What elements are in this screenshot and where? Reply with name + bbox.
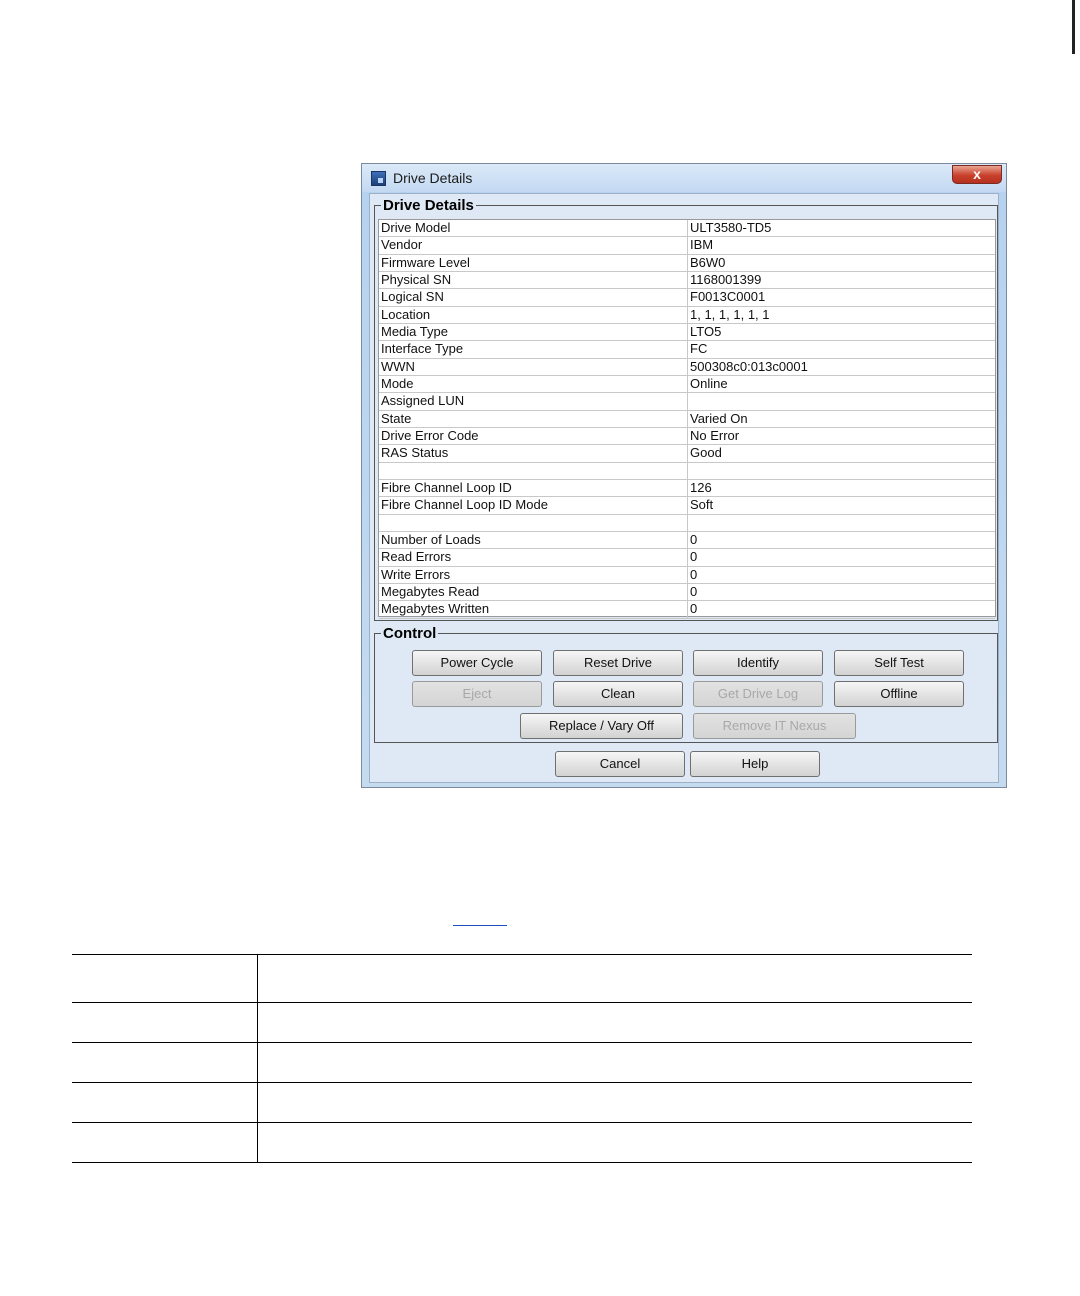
row-value: LTO5 [690, 323, 722, 339]
column-separator [687, 497, 688, 513]
drive-details-dialog [361, 163, 1007, 788]
table-row [379, 237, 995, 254]
table-row [379, 289, 995, 306]
row-value [690, 393, 990, 409]
column-separator [687, 393, 688, 409]
row-value [690, 515, 990, 531]
dialog-body [369, 193, 999, 783]
column-separator [687, 376, 688, 392]
table-row [379, 220, 995, 237]
table-row [379, 341, 995, 358]
row-label: Assigned LUN [381, 393, 465, 409]
column-separator [687, 272, 688, 288]
table-row [379, 393, 995, 410]
document-table [72, 954, 972, 1163]
power-cycle-button[interactable]: Power Cycle [412, 650, 542, 676]
row-value: 126 [690, 479, 712, 495]
row-value: 500308c0:013c0001 [690, 358, 808, 374]
column-separator [687, 237, 688, 253]
table-row [379, 255, 995, 272]
column-separator [687, 255, 688, 271]
column-separator [687, 324, 688, 340]
table-row [379, 463, 995, 480]
drive-details-table [378, 219, 996, 617]
row-value: 0 [690, 583, 698, 599]
row-label: Logical SN [381, 289, 444, 305]
window-title: Drive Details [393, 170, 473, 186]
identify-button[interactable]: Identify [693, 650, 823, 676]
hyperlink-underline[interactable] [453, 925, 507, 926]
column-separator [687, 480, 688, 496]
control-group-title: Control [383, 625, 437, 642]
row-label: Vendor [381, 237, 423, 253]
table-rule [72, 954, 972, 955]
row-value: 0 [690, 549, 698, 565]
column-separator [687, 549, 688, 565]
table-row [379, 359, 995, 376]
row-label: Megabytes Written [381, 601, 490, 617]
drive-details-group [374, 197, 998, 621]
table-row [379, 428, 995, 445]
column-separator [687, 567, 688, 583]
table-row [379, 307, 995, 324]
row-value: F0013C0001 [690, 289, 766, 305]
table-row [379, 445, 995, 462]
row-value: IBM [690, 237, 714, 253]
column-separator [687, 515, 688, 531]
row-value: No Error [690, 427, 740, 443]
row-label: Drive Error Code [381, 427, 479, 443]
row-label [381, 463, 685, 479]
column-separator [687, 307, 688, 323]
row-label: Read Errors [381, 549, 452, 565]
row-label: Interface Type [381, 341, 464, 357]
row-label: Physical SN [381, 271, 452, 287]
row-label: RAS Status [381, 445, 449, 461]
row-value: 0 [690, 566, 698, 582]
row-label: Mode [381, 375, 414, 391]
close-button[interactable] [952, 165, 1002, 184]
row-value: 1, 1, 1, 1, 1, 1 [690, 306, 770, 322]
row-value: 1168001399 [690, 271, 762, 287]
row-label: Location [381, 306, 431, 322]
row-value [690, 463, 990, 479]
drive-details-group-title: Drive Details [383, 197, 474, 214]
column-separator [687, 359, 688, 375]
row-value: Varied On [690, 410, 748, 426]
table-row [379, 515, 995, 532]
column-separator [687, 463, 688, 479]
row-value: FC [690, 341, 708, 357]
column-separator [687, 411, 688, 427]
table-row [379, 549, 995, 566]
table-row [379, 601, 995, 618]
table-row [379, 497, 995, 514]
row-label: Fibre Channel Loop ID Mode [381, 497, 548, 513]
close-icon: x [973, 166, 981, 182]
column-separator [687, 584, 688, 600]
get-drive-log-button[interactable]: Get Drive Log [693, 681, 823, 707]
column-separator [687, 532, 688, 548]
row-label: Write Errors [381, 566, 451, 582]
row-value: 0 [690, 531, 698, 547]
app-icon [371, 171, 386, 186]
table-rule [72, 1082, 972, 1083]
table-rule [72, 1122, 972, 1123]
row-label: Firmware Level [381, 254, 470, 270]
row-label: Drive Model [381, 220, 451, 235]
table-rule [72, 1002, 972, 1003]
table-column-divider [257, 954, 258, 1163]
table-row [379, 411, 995, 428]
table-rule [72, 1042, 972, 1043]
page-edge-rule [1072, 0, 1075, 54]
row-label [381, 515, 685, 531]
column-separator [687, 601, 688, 617]
row-value: Soft [690, 497, 714, 513]
reset-drive-button[interactable]: Reset Drive [553, 650, 683, 676]
table-row [379, 532, 995, 549]
column-separator [687, 428, 688, 444]
column-separator [687, 220, 688, 236]
column-separator [687, 341, 688, 357]
column-separator [687, 445, 688, 461]
remove-it-nexus-button[interactable]: Remove IT Nexus [693, 713, 856, 739]
table-row [379, 567, 995, 584]
replace-vary-off-button[interactable]: Replace / Vary Off [520, 713, 683, 739]
offline-button[interactable]: Offline [834, 681, 964, 707]
row-value: Online [690, 375, 728, 391]
row-value: Good [690, 445, 722, 461]
eject-button[interactable]: Eject [412, 681, 542, 707]
row-value: ULT3580-TD5 [690, 220, 772, 235]
help-button[interactable]: Help [690, 751, 820, 777]
cancel-button[interactable]: Cancel [555, 751, 685, 777]
row-label: Number of Loads [381, 531, 481, 547]
control-group [374, 625, 998, 743]
row-label: Media Type [381, 323, 448, 339]
title-bar[interactable] [362, 164, 1006, 192]
row-label: Megabytes Read [381, 583, 480, 599]
row-label: Fibre Channel Loop ID [381, 479, 512, 495]
table-row [379, 272, 995, 289]
table-row [379, 584, 995, 601]
row-value: 0 [690, 601, 698, 617]
table-row [379, 376, 995, 393]
row-label: State [381, 410, 412, 426]
row-label: WWN [381, 358, 415, 374]
self-test-button[interactable]: Self Test [834, 650, 964, 676]
clean-button[interactable]: Clean [553, 681, 683, 707]
row-value: B6W0 [690, 254, 726, 270]
table-row [379, 324, 995, 341]
table-row [379, 480, 995, 497]
column-separator [687, 289, 688, 305]
table-rule [72, 1162, 972, 1163]
